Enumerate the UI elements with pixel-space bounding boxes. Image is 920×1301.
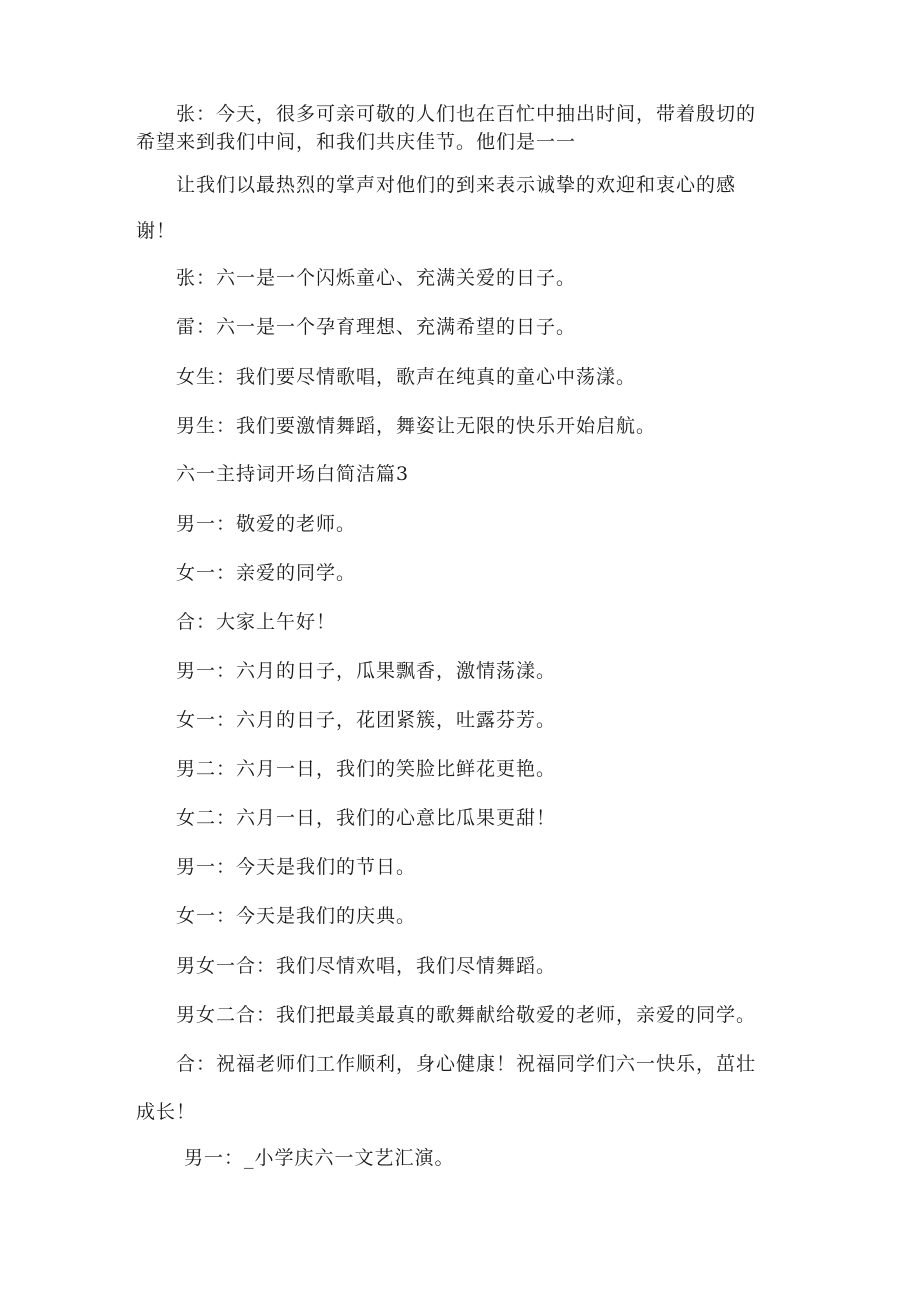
paragraph-line: 男二：六月一日，我们的笑脸比鲜花更艳。 <box>176 758 557 780</box>
paragraph-line: 合：大家上午好！ <box>176 611 337 633</box>
paragraph-line: 张：六一是一个闪烁童心、充满关爱的日子。 <box>176 267 577 289</box>
paragraph-line: 女一：今天是我们的庆典。 <box>176 905 417 927</box>
paragraph-line: 男女一合：我们尽情欢唱，我们尽情舞蹈。 <box>176 955 557 977</box>
paragraph-line: 希望来到我们中间，和我们共庆佳节。他们是一一 <box>136 131 577 153</box>
paragraph-line: 女二：六月一日，我们的心意比瓜果更甜！ <box>176 807 557 829</box>
paragraph-line: 男一：_小学庆六一文艺汇演。 <box>184 1147 455 1169</box>
paragraph-line: 雷：六一是一个孕育理想、充满希望的日子。 <box>176 316 577 338</box>
paragraph-line: 谢！ <box>136 220 177 242</box>
paragraph-line: 女一：六月的日子，花团紧簇，吐露芬芳。 <box>176 709 557 731</box>
paragraph-line: 让我们以最热烈的掌声对他们的到来表示诚挚的欢迎和衷心的感 <box>176 174 737 196</box>
paragraph-line: 男一：六月的日子，瓜果飘香，激情荡漾。 <box>176 660 557 682</box>
paragraph-line: 男一：敬爱的老师。 <box>176 513 357 535</box>
paragraph-line: 男一：今天是我们的节日。 <box>176 856 417 878</box>
paragraph-line: 合：祝福老师们工作顺利，身心健康！祝福同学们六一快乐，茁壮 <box>176 1053 757 1075</box>
section-heading: 六一主持词开场白简洁篇3 <box>176 463 410 485</box>
paragraph-line: 女生：我们要尽情歌唱，歌声在纯真的童心中荡漾。 <box>176 366 637 388</box>
paragraph-line: 成长！ <box>136 1101 197 1123</box>
paragraph-line: 女一：亲爱的同学。 <box>176 562 357 584</box>
paragraph-line: 张：今天，很多可亲可敬的人们也在百忙中抽出时间，带着殷切的 <box>176 103 757 125</box>
paragraph-line: 男生：我们要激情舞蹈，舞姿让无限的快乐开始启航。 <box>176 415 657 437</box>
paragraph-line: 男女二合：我们把最美最真的歌舞献给敬爱的老师，亲爱的同学。 <box>176 1004 757 1026</box>
